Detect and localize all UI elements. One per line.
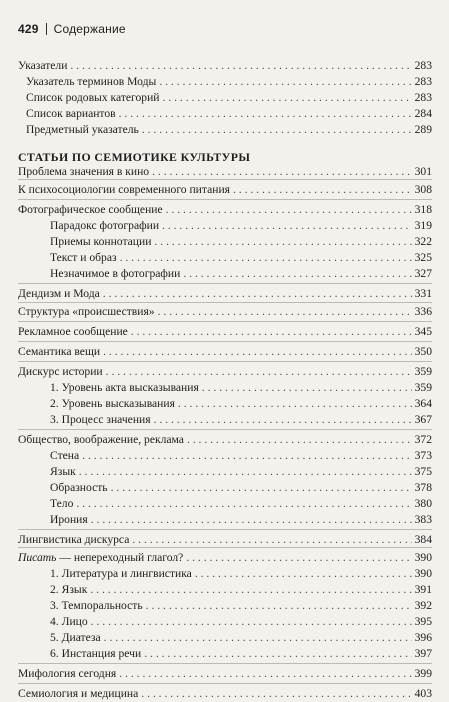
toc-page-number: 372 <box>414 433 432 446</box>
toc-page-number: 373 <box>414 449 432 462</box>
toc-entry <box>18 122 432 138</box>
entry-separator <box>18 663 432 664</box>
dot-leader <box>154 412 412 428</box>
toc-entry-title: Семиология и медицина <box>18 687 139 700</box>
toc-entry <box>18 550 432 566</box>
dot-leader <box>154 234 411 250</box>
toc-entry <box>18 364 432 380</box>
dot-leader <box>195 566 412 582</box>
toc-entry <box>18 266 432 282</box>
dot-leader <box>186 550 411 566</box>
toc-entry-title: Семантика вещи <box>18 345 101 358</box>
toc-entry-title: Фотографическое сообщение <box>18 203 163 216</box>
dot-leader <box>90 582 411 598</box>
entry-separator <box>18 283 432 284</box>
toc-entry-title: Список родовых категорий <box>26 91 160 104</box>
toc-entry <box>18 432 432 448</box>
section-heading: СТАТЬИ ПО СЕМИОТИКЕ КУЛЬТУРЫ <box>18 150 251 164</box>
dot-leader <box>70 58 411 74</box>
toc-entry <box>18 286 432 302</box>
toc-entry <box>18 380 432 396</box>
toc-entry <box>18 566 432 582</box>
toc-entry <box>18 304 432 320</box>
toc-entry-title: Дискурс истории <box>18 365 103 378</box>
toc-entry <box>18 234 432 250</box>
entry-separator <box>18 683 432 684</box>
toc-entry-title: Образность <box>50 481 108 494</box>
toc-entry <box>18 480 432 496</box>
dot-leader <box>76 496 411 512</box>
toc-entry-title: 3. Темпоральность <box>50 599 143 612</box>
dot-leader <box>91 614 412 630</box>
toc-page-number: 390 <box>414 551 432 564</box>
toc-page-number: 322 <box>414 235 432 248</box>
toc-page-number: 319 <box>414 219 432 232</box>
entry-separator <box>18 429 432 430</box>
dot-leader <box>79 464 412 480</box>
dot-leader <box>91 512 412 528</box>
dot-leader <box>132 532 411 548</box>
toc-page-number: 331 <box>414 287 432 300</box>
dot-leader <box>166 202 412 218</box>
toc-page-number: 383 <box>414 513 432 526</box>
toc-entry <box>18 496 432 512</box>
toc-entry-title: К психосоциологии современного питания <box>18 183 230 196</box>
toc-entry-title: Ирония <box>50 513 88 526</box>
dot-leader <box>120 250 412 266</box>
toc-entry-title: 3. Процесс значения <box>50 413 151 426</box>
running-head <box>18 22 126 36</box>
toc-entry-title: Рекламное сообщение <box>18 325 128 338</box>
toc-page-number: 378 <box>414 481 432 494</box>
entry-separator <box>18 529 432 530</box>
page-number: 429 <box>18 22 39 36</box>
toc-entry-title: Приемы коннотации <box>50 235 152 248</box>
dot-leader <box>131 324 412 340</box>
toc-entry <box>18 106 432 122</box>
entry-separator <box>18 321 432 322</box>
entry-separator <box>18 199 432 200</box>
toc-entry <box>18 630 432 646</box>
toc-page-number: 399 <box>414 667 432 680</box>
toc-entry <box>18 202 432 218</box>
toc-entry-title: Тело <box>50 497 74 510</box>
toc-entry-title: Предметный указатель <box>26 123 139 136</box>
dot-leader <box>142 122 412 138</box>
toc-page-number: 397 <box>414 647 432 660</box>
dot-leader <box>119 666 411 682</box>
dot-leader <box>106 364 412 380</box>
header-divider <box>46 23 47 35</box>
dot-leader <box>162 218 412 234</box>
dot-leader <box>144 646 411 662</box>
entry-separator <box>18 302 432 303</box>
toc-entry-title: 2. Язык <box>50 583 88 596</box>
toc-page-number: 359 <box>414 365 432 378</box>
toc-page-number: 350 <box>414 345 432 358</box>
toc-entry <box>18 412 432 428</box>
toc-entry <box>18 582 432 598</box>
dot-leader <box>163 90 412 106</box>
toc-entry-title: Язык <box>50 465 76 478</box>
section-name: Содержание <box>53 22 126 36</box>
dot-leader <box>152 164 412 180</box>
toc-entry <box>18 598 432 614</box>
toc-entry-title: Указатели <box>18 59 68 72</box>
toc-entry <box>18 324 432 340</box>
toc-entry <box>18 250 432 266</box>
toc-entry-title: 1. Уровень акта высказывания <box>50 381 199 394</box>
toc-page-number: 364 <box>414 397 432 410</box>
toc-page-number: 367 <box>414 413 432 426</box>
toc-page-number: 325 <box>414 251 432 264</box>
toc-entry-title: 6. Инстанция речи <box>50 647 142 660</box>
dot-leader <box>159 74 411 90</box>
toc-page-number: 283 <box>414 91 432 104</box>
dot-leader <box>104 630 412 646</box>
toc-entry-title: 2. Уровень высказывания <box>50 397 175 410</box>
toc-entry <box>18 218 432 234</box>
dot-leader <box>187 432 412 448</box>
entry-separator <box>18 547 432 548</box>
toc-entry <box>18 58 432 74</box>
toc-entry <box>18 666 432 682</box>
toc-entry <box>18 344 432 360</box>
dot-leader <box>146 598 412 614</box>
toc-entry-title: 1. Литература и лингвистика <box>50 567 192 580</box>
toc-entry <box>18 90 432 106</box>
toc-page-number: 336 <box>414 305 432 318</box>
entry-separator <box>18 179 432 180</box>
toc-entry-title: Проблема значения в кино <box>18 165 150 178</box>
toc-entry-title: 4. Лицо <box>50 615 88 628</box>
toc-entry-title-rest: — непереходный глагол? <box>56 551 184 564</box>
toc-page-number: 284 <box>414 107 432 120</box>
dot-leader <box>183 266 411 282</box>
toc-entry <box>18 512 432 528</box>
toc-entry <box>18 448 432 464</box>
dot-leader <box>103 344 412 360</box>
toc-page-number: 301 <box>414 165 432 178</box>
toc-page-number: 396 <box>414 631 432 644</box>
dot-leader <box>158 304 412 320</box>
entry-separator <box>18 341 432 342</box>
dot-leader <box>119 106 412 122</box>
toc-entry <box>18 164 432 180</box>
dot-leader <box>202 380 412 396</box>
toc-page-number: 375 <box>414 465 432 478</box>
toc-entry-title: Общество, воображение, реклама <box>18 433 184 446</box>
toc-page-number: 283 <box>414 75 432 88</box>
toc-page-number: 283 <box>414 59 432 72</box>
entry-separator <box>18 361 432 362</box>
toc-entry-title: Незначимое в фотографии <box>50 267 181 280</box>
toc-entry <box>18 646 432 662</box>
toc-page-number: 359 <box>414 381 432 394</box>
dot-leader <box>178 396 412 412</box>
toc-entry-title: 5. Диатеза <box>50 631 101 644</box>
dot-leader <box>103 286 412 302</box>
toc-entry <box>18 532 432 548</box>
toc-entry <box>18 614 432 630</box>
toc-entry <box>18 182 432 198</box>
toc-page-number: 392 <box>414 599 432 612</box>
toc-page-number: 318 <box>414 203 432 216</box>
toc-entry-title: Стена <box>50 449 80 462</box>
toc-page-number: 380 <box>414 497 432 510</box>
toc-entry-title: Мифология сегодня <box>18 667 117 680</box>
toc-page-number: 395 <box>414 615 432 628</box>
dot-leader <box>82 448 411 464</box>
toc-entry-title: Текст и образ <box>50 251 117 264</box>
dot-leader <box>233 182 412 198</box>
toc-entry-title: Парадокс фотографии <box>50 219 160 232</box>
toc-entry-title: Лингвистика дискурса <box>18 533 130 546</box>
toc-entry-title: Список вариантов <box>26 107 116 120</box>
toc-entry-title: Дендизм и Мода <box>18 287 100 300</box>
toc-page-number: 390 <box>414 567 432 580</box>
toc-page-number: 384 <box>414 533 432 546</box>
toc-entry <box>18 396 432 412</box>
toc-entry-title <box>18 550 183 566</box>
toc-page-number: 345 <box>414 325 432 338</box>
toc-page-number: 391 <box>414 583 432 596</box>
toc-page-number: 308 <box>414 183 432 196</box>
toc-page-number: 289 <box>414 123 432 136</box>
toc-page-number: 403 <box>414 687 432 700</box>
toc-entry-title: Структура «происшествия» <box>18 305 155 318</box>
toc-page-number: 327 <box>414 267 432 280</box>
dot-leader <box>111 480 412 496</box>
toc-entry-title-italic: Писать <box>18 551 57 564</box>
toc-entry-title: Указатель терминов Моды <box>26 75 157 88</box>
toc-entry <box>18 74 432 90</box>
toc-entry <box>18 464 432 480</box>
